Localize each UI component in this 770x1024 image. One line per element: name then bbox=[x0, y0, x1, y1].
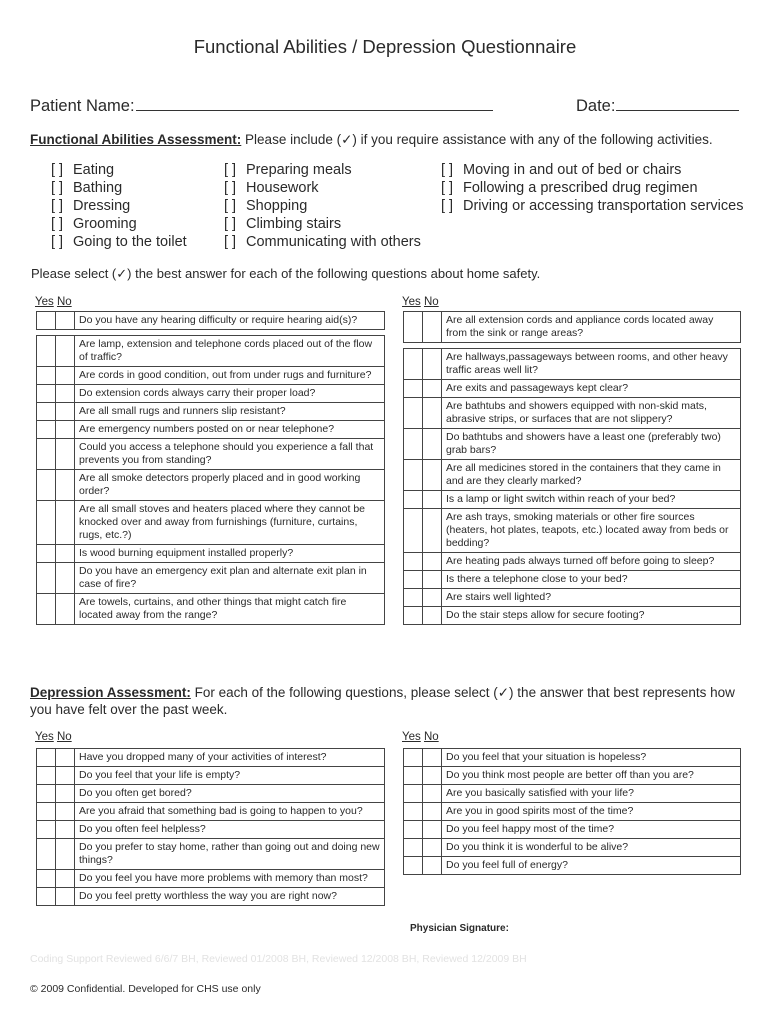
question-text: Are all medicines stored in the containers that they came in and are they clearly marked? bbox=[442, 460, 741, 491]
yes-checkbox[interactable] bbox=[404, 491, 423, 509]
question-text: Are all smoke detectors properly placed and in good working order? bbox=[75, 470, 385, 501]
question-text: Do you have any hearing difficulty or require hearing aid(s)? bbox=[75, 312, 385, 330]
yes-checkbox[interactable] bbox=[404, 460, 423, 491]
yes-label: Yes bbox=[402, 731, 421, 743]
depression-question-row bbox=[404, 821, 741, 839]
depression-question-row bbox=[37, 785, 385, 803]
question-text: Do you feel you have more problems with memory than most? bbox=[75, 870, 385, 888]
depression-assessment-heading bbox=[30, 684, 755, 718]
yes-label: Yes bbox=[402, 296, 421, 308]
no-checkbox[interactable] bbox=[423, 839, 442, 857]
activity-checkbox-item[interactable] bbox=[224, 233, 421, 251]
date-row bbox=[576, 95, 739, 116]
no-checkbox[interactable] bbox=[423, 398, 442, 429]
question-text: Do you often feel helpless? bbox=[75, 821, 385, 839]
activity-checkbox-item[interactable] bbox=[224, 215, 421, 233]
safety-question-row bbox=[37, 439, 385, 470]
question-text: Do you feel pretty worthless the way you are right now? bbox=[75, 888, 385, 906]
no-checkbox[interactable] bbox=[56, 403, 75, 421]
question-text: Do you feel happy most of the time? bbox=[442, 821, 741, 839]
activity-checkbox-item[interactable] bbox=[224, 197, 421, 215]
no-checkbox[interactable] bbox=[56, 367, 75, 385]
question-text: Could you access a telephone should you experience a fall that prevents you from standing? bbox=[75, 439, 385, 470]
activity-checkbox[interactable]: [ ] bbox=[51, 162, 64, 178]
activity-checkbox-item[interactable] bbox=[51, 197, 187, 215]
question-text: Are you in good spirits most of the time? bbox=[442, 803, 741, 821]
no-checkbox[interactable] bbox=[56, 785, 75, 803]
yes-checkbox[interactable] bbox=[404, 509, 423, 553]
yes-checkbox[interactable] bbox=[404, 821, 423, 839]
activity-checkbox[interactable]: [ ] bbox=[51, 216, 64, 232]
activities-column-2 bbox=[224, 161, 421, 251]
question-text: Is wood burning equipment installed properly? bbox=[75, 545, 385, 563]
yes-checkbox[interactable] bbox=[404, 312, 423, 343]
activity-checkbox[interactable]: [ ] bbox=[224, 162, 237, 178]
no-checkbox[interactable] bbox=[56, 385, 75, 403]
yes-checkbox[interactable] bbox=[404, 767, 423, 785]
activity-checkbox-item[interactable] bbox=[224, 179, 421, 197]
question-text: Are towels, curtains, and other things that might catch fire located away from the range? bbox=[75, 594, 385, 625]
safety-question-row bbox=[37, 336, 385, 367]
safety-question-row bbox=[404, 398, 741, 429]
question-text: Are heating pads always turned off before going to sleep? bbox=[442, 553, 741, 571]
question-text: Are hallways,passageways between rooms, and other heavy traffic areas well lit? bbox=[442, 349, 741, 380]
depression-question-row bbox=[37, 749, 385, 767]
yes-checkbox[interactable] bbox=[37, 594, 56, 625]
activity-label: Communicating with others bbox=[246, 234, 421, 250]
no-label: No bbox=[56, 296, 72, 308]
activity-label: Housework bbox=[246, 180, 319, 196]
safety-question-row bbox=[404, 380, 741, 398]
no-checkbox[interactable] bbox=[56, 336, 75, 367]
safety-question-row bbox=[404, 607, 741, 625]
question-text: Are stairs well lighted? bbox=[442, 589, 741, 607]
depression-question-row bbox=[404, 839, 741, 857]
activity-checkbox[interactable]: [ ] bbox=[51, 180, 64, 196]
yes-checkbox[interactable] bbox=[37, 767, 56, 785]
safety-question-row bbox=[37, 403, 385, 421]
activities-column-3 bbox=[441, 161, 743, 215]
no-checkbox[interactable] bbox=[56, 563, 75, 594]
yes-checkbox[interactable] bbox=[37, 888, 56, 906]
question-text: Do you think it is wonderful to be alive? bbox=[442, 839, 741, 857]
question-text: Are you afraid that something bad is going to happen to you? bbox=[75, 803, 385, 821]
yes-checkbox[interactable] bbox=[37, 785, 56, 803]
patient-name-row bbox=[30, 95, 493, 116]
question-text: Is a lamp or light switch within reach of your bed? bbox=[442, 491, 741, 509]
activity-checkbox[interactable]: [ ] bbox=[224, 234, 237, 250]
question-text: Do you prefer to stay home, rather than going out and doing new things? bbox=[75, 839, 385, 870]
no-checkbox[interactable] bbox=[423, 460, 442, 491]
activity-checkbox-item[interactable] bbox=[51, 179, 187, 197]
activity-label: Driving or accessing transportation services bbox=[463, 198, 744, 214]
no-label: No bbox=[423, 731, 439, 743]
activity-label: Going to the toilet bbox=[73, 234, 187, 250]
question-text: Are you basically satisfied with your life? bbox=[442, 785, 741, 803]
question-text: Do you think most people are better off than you are? bbox=[442, 767, 741, 785]
activity-label: Grooming bbox=[73, 216, 137, 232]
yes-checkbox[interactable] bbox=[37, 749, 56, 767]
activity-label: Bathing bbox=[73, 180, 123, 196]
yes-checkbox[interactable] bbox=[404, 839, 423, 857]
safety-question-row bbox=[37, 367, 385, 385]
question-text: Do bathtubs and showers have a least one (preferably two) grab bars? bbox=[442, 429, 741, 460]
depression-question-row bbox=[404, 803, 741, 821]
question-text: Are exits and passageways kept clear? bbox=[442, 380, 741, 398]
yes-checkbox[interactable] bbox=[37, 839, 56, 870]
patient-name-label: Patient Name: bbox=[30, 97, 135, 115]
activity-checkbox-item[interactable] bbox=[441, 197, 743, 215]
question-text: Are ash trays, smoking materials or other fire sources (heaters, hot plates, teapots, etc.) located away from beds or bedding? bbox=[442, 509, 741, 553]
question-text: Are cords in good condition, out from under rugs and furniture? bbox=[75, 367, 385, 385]
no-checkbox[interactable] bbox=[423, 429, 442, 460]
yes-checkbox[interactable] bbox=[37, 501, 56, 545]
question-text: Are all small rugs and runners slip resistant? bbox=[75, 403, 385, 421]
yes-checkbox[interactable] bbox=[404, 803, 423, 821]
safety-question-row bbox=[37, 563, 385, 594]
safety-question-row bbox=[404, 553, 741, 571]
no-checkbox[interactable] bbox=[423, 491, 442, 509]
no-checkbox[interactable] bbox=[423, 380, 442, 398]
depression-question-row bbox=[37, 821, 385, 839]
safety-question-row bbox=[404, 589, 741, 607]
yes-checkbox[interactable] bbox=[404, 380, 423, 398]
no-checkbox[interactable] bbox=[423, 767, 442, 785]
no-checkbox[interactable] bbox=[423, 785, 442, 803]
no-checkbox[interactable] bbox=[56, 839, 75, 870]
yes-checkbox[interactable] bbox=[37, 545, 56, 563]
yes-checkbox[interactable] bbox=[37, 403, 56, 421]
question-text: Are bathtubs and showers equipped with non-skid mats, abrasive strips, or surfaces that are not slippery? bbox=[442, 398, 741, 429]
activity-checkbox[interactable]: [ ] bbox=[224, 180, 237, 196]
functional-heading-label: Functional Abilities Assessment: bbox=[30, 132, 242, 147]
safety-question-row bbox=[37, 421, 385, 439]
no-checkbox[interactable] bbox=[56, 501, 75, 545]
question-text: Are all small stoves and heaters placed where they cannot be knocked over and away from furnishings (furniture, curtains, rugs, etc.?) bbox=[75, 501, 385, 545]
activity-checkbox-item[interactable] bbox=[441, 179, 743, 197]
question-text: Are emergency numbers posted on or near telephone? bbox=[75, 421, 385, 439]
question-text: Do you have an emergency exit plan and alternate exit plan in case of fire? bbox=[75, 563, 385, 594]
question-text: Is there a telephone close to your bed? bbox=[442, 571, 741, 589]
functional-instruction: Please include (✓) if you require assistance with any of the following activities. bbox=[241, 132, 713, 147]
activity-checkbox-item[interactable] bbox=[51, 161, 187, 179]
physician-signature-label: Physician Signature: bbox=[410, 923, 509, 934]
no-checkbox[interactable] bbox=[423, 553, 442, 571]
activity-checkbox-item[interactable] bbox=[224, 161, 421, 179]
yes-checkbox[interactable] bbox=[37, 312, 56, 330]
activity-label: Eating bbox=[73, 162, 115, 178]
activity-checkbox[interactable]: [ ] bbox=[51, 198, 64, 214]
question-text: Do you feel that your life is empty? bbox=[75, 767, 385, 785]
yes-checkbox[interactable] bbox=[404, 553, 423, 571]
safety-question-row bbox=[404, 491, 741, 509]
depression-question-row bbox=[404, 857, 741, 875]
activity-checkbox[interactable]: [ ] bbox=[441, 162, 454, 178]
no-checkbox[interactable] bbox=[56, 749, 75, 767]
activity-checkbox[interactable]: [ ] bbox=[441, 198, 454, 214]
yes-checkbox[interactable] bbox=[404, 429, 423, 460]
depression-question-row bbox=[37, 767, 385, 785]
question-text: Have you dropped many of your activities of interest? bbox=[75, 749, 385, 767]
copyright-footer: © 2009 Confidential. Developed for CHS use only bbox=[30, 983, 261, 995]
activity-label: Climbing stairs bbox=[246, 216, 342, 232]
yes-checkbox[interactable] bbox=[37, 470, 56, 501]
activity-label: Preparing meals bbox=[246, 162, 352, 178]
no-checkbox[interactable] bbox=[56, 767, 75, 785]
depression-question-row bbox=[37, 839, 385, 870]
yes-checkbox[interactable] bbox=[404, 857, 423, 875]
yes-checkbox[interactable] bbox=[404, 398, 423, 429]
yes-checkbox[interactable] bbox=[37, 803, 56, 821]
no-label: No bbox=[56, 731, 72, 743]
yes-checkbox[interactable] bbox=[37, 336, 56, 367]
yes-checkbox[interactable] bbox=[404, 749, 423, 767]
home-safety-intro: Please select (✓) the best answer for each of the following questions about home safety. bbox=[31, 266, 541, 281]
no-checkbox[interactable] bbox=[423, 857, 442, 875]
no-checkbox[interactable] bbox=[423, 312, 442, 343]
depression-heading-label: Depression Assessment: bbox=[30, 685, 191, 700]
no-label: No bbox=[423, 296, 439, 308]
safety-question-row bbox=[37, 470, 385, 501]
no-checkbox[interactable] bbox=[56, 594, 75, 625]
no-checkbox[interactable] bbox=[423, 571, 442, 589]
yes-checkbox[interactable] bbox=[404, 571, 423, 589]
safety-question-row bbox=[37, 501, 385, 545]
safety-question-row bbox=[404, 571, 741, 589]
yes-label: Yes bbox=[35, 731, 54, 743]
no-checkbox[interactable] bbox=[423, 607, 442, 625]
question-text: Are lamp, extension and telephone cords placed out of the flow of traffic? bbox=[75, 336, 385, 367]
yes-checkbox[interactable] bbox=[37, 385, 56, 403]
patient-name-field[interactable] bbox=[136, 95, 493, 111]
depression-question-row bbox=[404, 785, 741, 803]
depression-right-yes-no-header bbox=[402, 731, 439, 743]
yes-checkbox[interactable] bbox=[404, 349, 423, 380]
activity-label: Dressing bbox=[73, 198, 131, 214]
no-checkbox[interactable] bbox=[56, 312, 75, 330]
yes-checkbox[interactable] bbox=[404, 589, 423, 607]
date-field[interactable] bbox=[616, 95, 739, 111]
depression-question-row bbox=[404, 767, 741, 785]
no-checkbox[interactable] bbox=[56, 439, 75, 470]
page-title: Functional Abilities / Depression Questionnaire bbox=[193, 36, 577, 57]
coding-review-note: Coding Support Reviewed 6/6/7 BH, Reviewed 01/2008 BH, Reviewed 12/2008 BH, Reviewed 12/2009 BH bbox=[30, 953, 527, 965]
depression-right-table bbox=[403, 748, 741, 875]
depression-question-row bbox=[37, 888, 385, 906]
safety-question-row bbox=[37, 385, 385, 403]
question-text: Do the stair steps allow for secure footing? bbox=[442, 607, 741, 625]
no-checkbox[interactable] bbox=[423, 803, 442, 821]
safety-right-table bbox=[403, 311, 741, 625]
no-checkbox[interactable] bbox=[423, 749, 442, 767]
no-checkbox[interactable] bbox=[56, 470, 75, 501]
date-label: Date: bbox=[576, 97, 616, 115]
no-checkbox[interactable] bbox=[56, 870, 75, 888]
yes-checkbox[interactable] bbox=[37, 421, 56, 439]
safety-question-row bbox=[404, 349, 741, 380]
no-checkbox[interactable] bbox=[56, 545, 75, 563]
activity-checkbox-item[interactable] bbox=[51, 215, 187, 233]
safety-question-row bbox=[404, 460, 741, 491]
safety-left-table bbox=[36, 311, 385, 625]
question-text: Do you feel full of energy? bbox=[442, 857, 741, 875]
safety-question-row bbox=[404, 312, 741, 343]
safety-question-row bbox=[37, 312, 385, 330]
yes-label: Yes bbox=[35, 296, 54, 308]
yes-checkbox[interactable] bbox=[37, 367, 56, 385]
no-checkbox[interactable] bbox=[423, 589, 442, 607]
safety-question-row bbox=[404, 509, 741, 553]
yes-checkbox[interactable] bbox=[37, 870, 56, 888]
question-text: Do you often get bored? bbox=[75, 785, 385, 803]
activity-checkbox-item[interactable] bbox=[51, 233, 187, 251]
no-checkbox[interactable] bbox=[56, 888, 75, 906]
activity-checkbox[interactable]: [ ] bbox=[51, 234, 64, 250]
yes-checkbox[interactable] bbox=[37, 821, 56, 839]
activity-label: Following a prescribed drug regimen bbox=[463, 180, 698, 196]
functional-abilities-heading bbox=[30, 132, 713, 148]
no-checkbox[interactable] bbox=[56, 803, 75, 821]
depression-question-row bbox=[37, 870, 385, 888]
question-text: Are all extension cords and appliance cords located away from the sink or range areas? bbox=[442, 312, 741, 343]
activity-checkbox[interactable]: [ ] bbox=[224, 216, 237, 232]
safety-question-row bbox=[404, 429, 741, 460]
question-text: Do you feel that your situation is hopeless? bbox=[442, 749, 741, 767]
activity-label: Shopping bbox=[246, 198, 308, 214]
safety-question-row bbox=[37, 594, 385, 625]
no-checkbox[interactable] bbox=[423, 509, 442, 553]
activity-checkbox-item[interactable] bbox=[441, 161, 743, 179]
depression-left-table bbox=[36, 748, 385, 906]
depression-instruction: For each of the following questions, please select (✓) the answer that best represents how you have felt over the past week. bbox=[30, 685, 735, 717]
yes-checkbox[interactable] bbox=[404, 607, 423, 625]
yes-checkbox[interactable] bbox=[404, 785, 423, 803]
activities-column-1 bbox=[51, 161, 187, 251]
depression-question-row bbox=[404, 749, 741, 767]
activity-checkbox[interactable]: [ ] bbox=[224, 198, 237, 214]
no-checkbox[interactable] bbox=[423, 821, 442, 839]
question-text: Do extension cords always carry their proper load? bbox=[75, 385, 385, 403]
safety-left-yes-no-header bbox=[35, 296, 72, 308]
depression-question-row bbox=[37, 803, 385, 821]
safety-question-row bbox=[37, 545, 385, 563]
activity-checkbox[interactable]: [ ] bbox=[441, 180, 454, 196]
yes-checkbox[interactable] bbox=[37, 439, 56, 470]
depression-left-yes-no-header bbox=[35, 731, 72, 743]
activity-label: Moving in and out of bed or chairs bbox=[463, 162, 682, 178]
safety-right-yes-no-header bbox=[402, 296, 439, 308]
yes-checkbox[interactable] bbox=[37, 563, 56, 594]
no-checkbox[interactable] bbox=[56, 821, 75, 839]
no-checkbox[interactable] bbox=[56, 421, 75, 439]
no-checkbox[interactable] bbox=[423, 349, 442, 380]
